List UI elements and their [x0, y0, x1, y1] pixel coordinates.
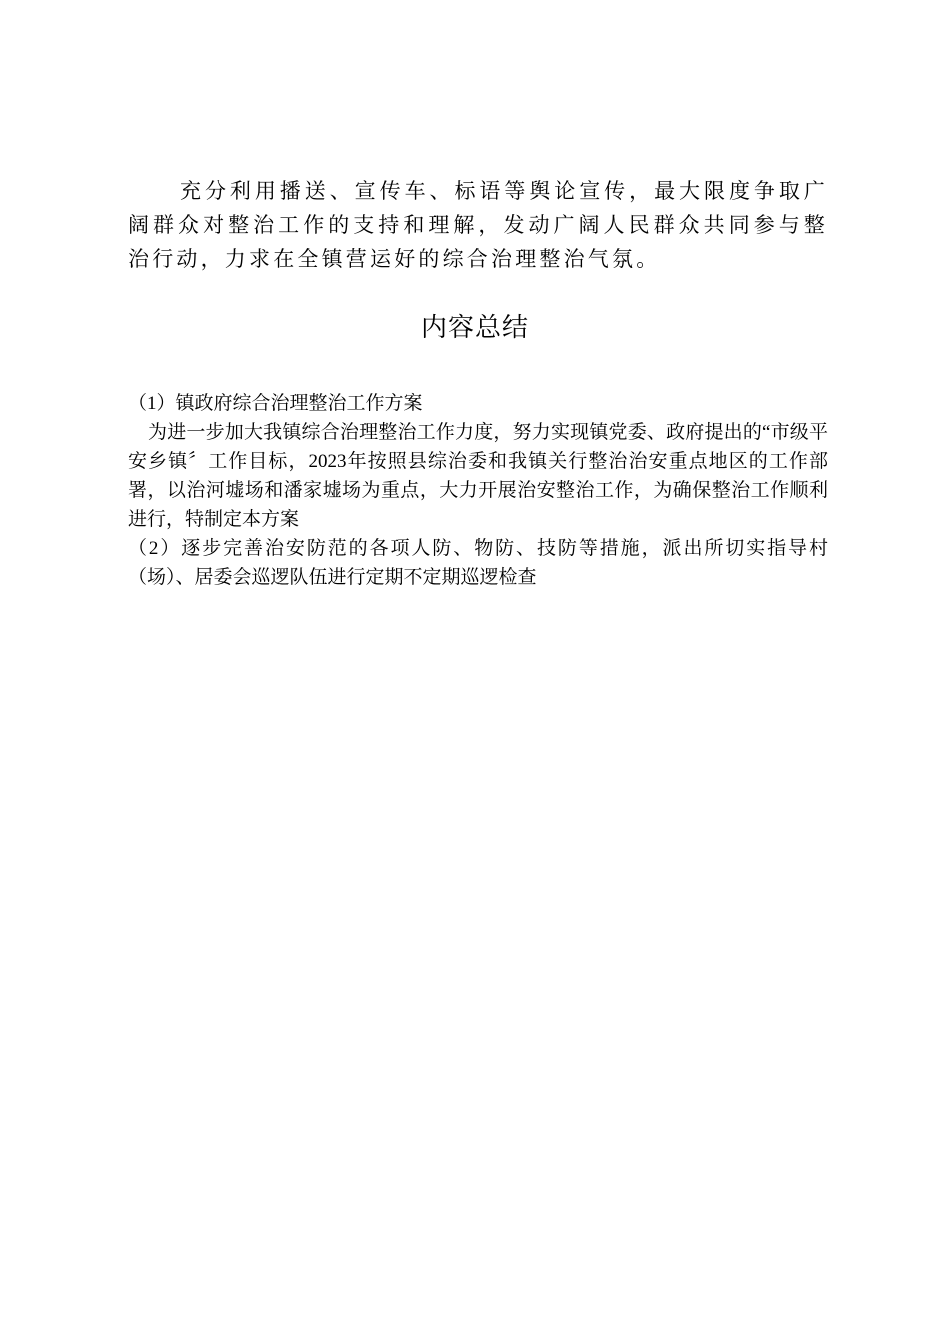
- summary-section: [128, 389, 828, 592]
- summary-item-2: （2）逐步完善治安防范的各项人防、物防、技防等措施，派出所切实指导村（场）、居委会巡逻队伍进行定期不定期巡逻检查: [128, 538, 828, 588]
- intro-paragraph: 充分利用播送、宣传车、标语等舆论宣传，最大限度争取广阔群众对整治工作的支持和理解，发动广阔人民群众共同参与整治行动，力求在全镇营运好的综合治理整治气氛。: [128, 179, 828, 271]
- summary-title: 内容总结: [420, 313, 529, 343]
- summary-item-1-body: 为进一步加大我镇综合治理整治工作力度，努力实现镇党委、政府提出的“市级平安乡镇〞工作目标，2023年按照县综治委和我镇关行整治治安重点地区的工作部署，以治河墟场和潘家墟场为重点，大力开展治安整治工作，为确保整治工作顺利进行，特制定本方案: [128, 422, 828, 530]
- summary-item-1-heading: （1）镇政府综合治理整治工作方案: [128, 393, 423, 414]
